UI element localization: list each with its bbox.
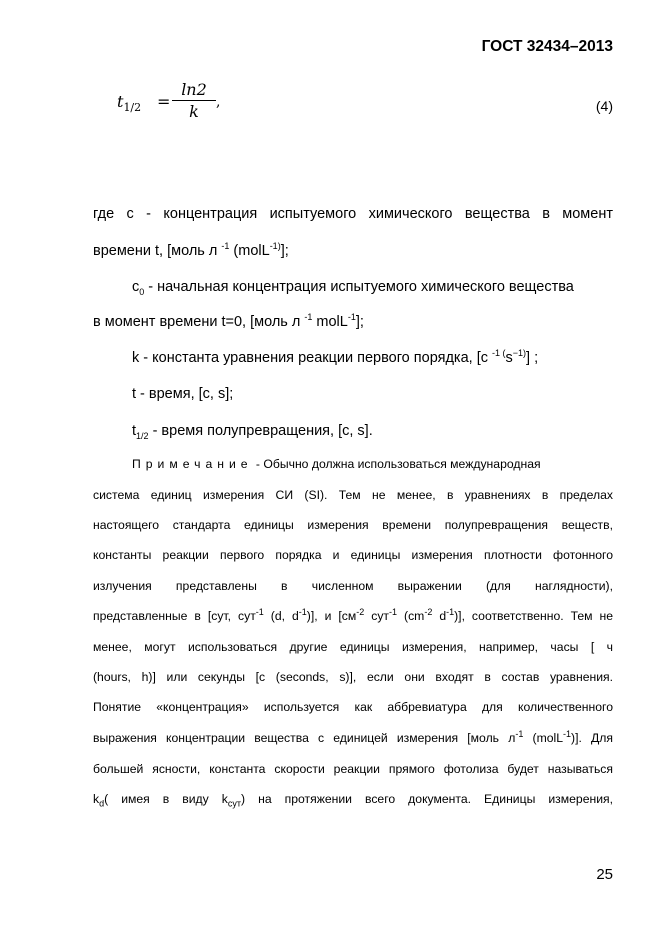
note-line-2: система единиц измерения СИ (SI). Тем не менее, в уравнениях в пределах bbox=[93, 488, 613, 502]
formula-comma: , bbox=[216, 94, 221, 110]
definition-k: k - константа уравнения реакции первого порядка, [с $^{-1 (}s^{-1)}$] ; bbox=[132, 348, 539, 366]
definition-t: t - время, [с, s]; bbox=[132, 386, 234, 402]
note-line-4: константы реакции первого порядка и единицы измерения плотности фотонного bbox=[93, 548, 613, 562]
formula-denominator: k bbox=[189, 102, 199, 121]
formula-fraction bbox=[172, 80, 216, 121]
definition-c0-line1: $с_0$ - начальная концентрация испытуемого химического вещества bbox=[132, 279, 574, 297]
note-line-8: (hours, h)] или секунды [с (seconds, s)], если они входят в состав уравнения. bbox=[93, 670, 613, 684]
note-line-9: Понятие «концентрация» используется как аббревиатура для количественного bbox=[93, 700, 613, 714]
standard-header: ГОСТ 32434–2013 bbox=[481, 38, 613, 55]
note-line-10: выражения концентрации вещества с единицей измерения [моль $л^{-1}$ (molL$^{-1}$)]. Для bbox=[93, 728, 613, 745]
note-line-11: большей ясности, константа скорости реакции прямого фотолиза будет называться bbox=[93, 762, 613, 776]
note-line-5: излучения представлены в численном выражении (для наглядности), bbox=[93, 579, 613, 593]
definition-c-line1: где с - концентрация испытуемого химического вещества в момент bbox=[93, 206, 613, 222]
definition-c0-line2: в момент времени t=0, [моль л $^{-1}$ molL$^{-1}$]; bbox=[93, 312, 364, 330]
note-line-1: Примечание - Обычно должна использоваться международная bbox=[132, 457, 541, 471]
formula-equals: = bbox=[157, 92, 171, 111]
formula-numerator: ln2 bbox=[172, 80, 216, 101]
formula-lhs: $t_{1/2}$ bbox=[117, 92, 142, 115]
equation-number: (4) bbox=[595, 98, 613, 114]
page-number: 25 bbox=[596, 866, 613, 883]
note-line-12: $k_d$( имея в виду $k_{сут}$) на протяжении всего документа. Единицы измерения, bbox=[93, 792, 613, 809]
definition-c-line2: времени t, [моль л $^{-1}$ (molL$^{-1)}$]; bbox=[93, 241, 289, 259]
note-line-3: настоящего стандарта единицы измерения времени полупревращения веществ, bbox=[93, 518, 613, 532]
note-label: Примечание bbox=[132, 457, 253, 471]
definition-t-half: $t_{1/2}$ - время полупревращения, [с, s]. bbox=[132, 423, 373, 441]
note-line-6: представленные в [сут, сут$^{-1}$ (d, $d^{-1}$)], и [$см^{-2}$ сут$^{-1}$ ($cm^{-2}$ $d^{-1}$)], соответственно. Тем не bbox=[93, 606, 613, 623]
note-line-7: менее, могут использоваться другие единицы измерения, например, часы [ ч bbox=[93, 640, 613, 654]
